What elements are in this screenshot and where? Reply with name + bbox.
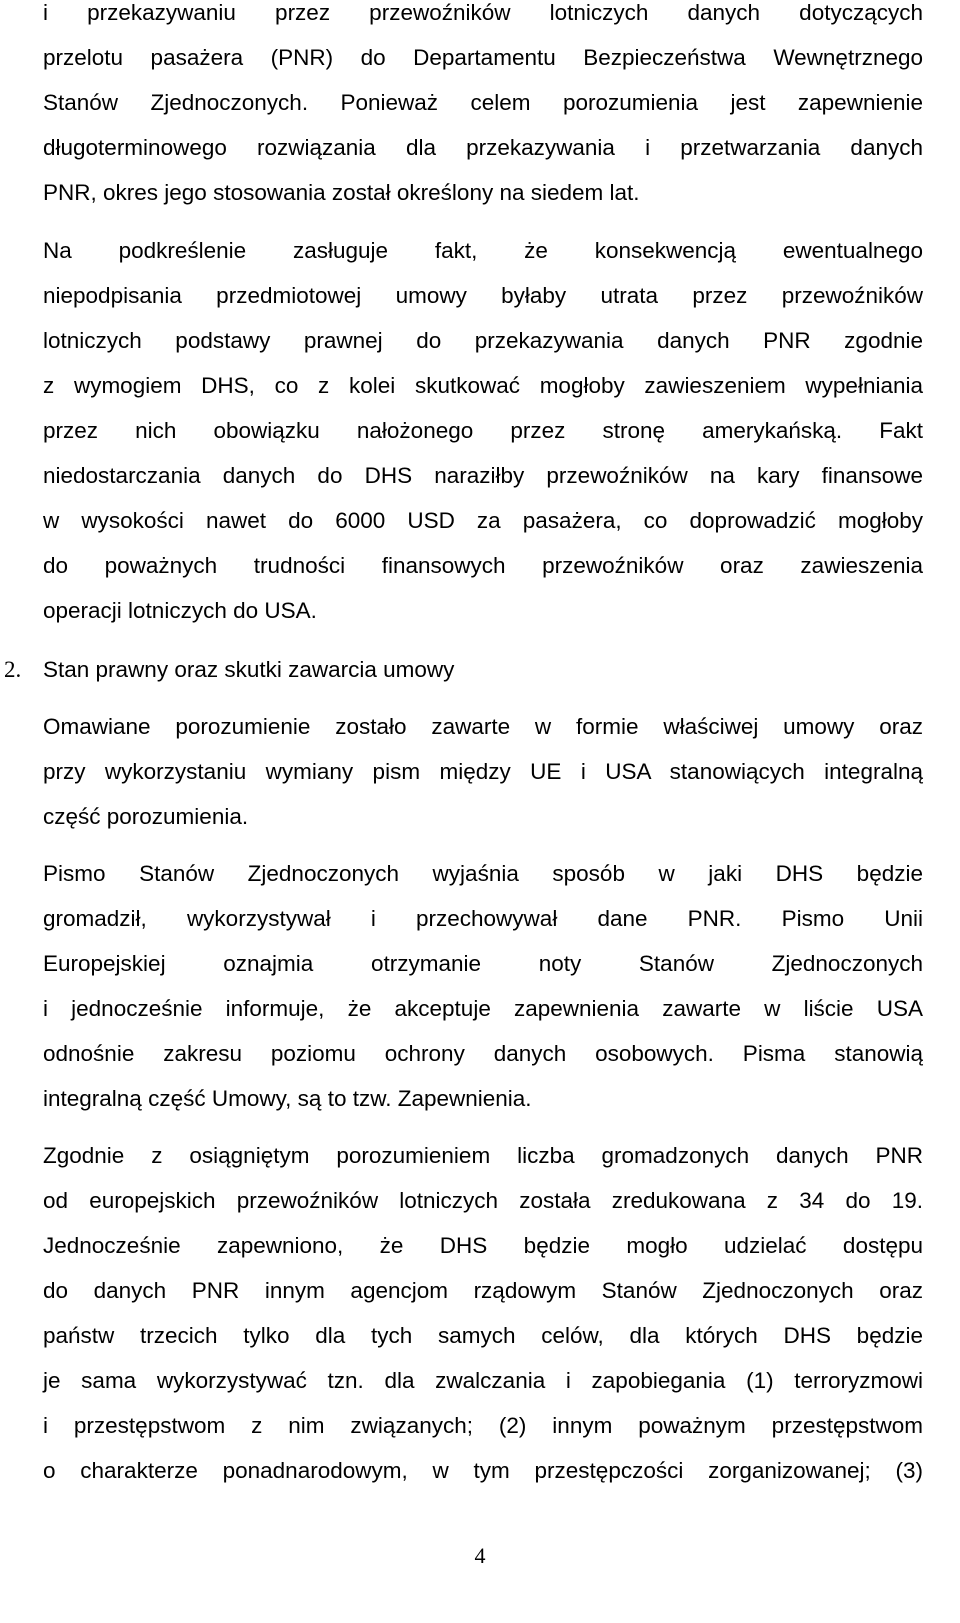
text-line: z wymogiem DHS, co z kolei skutkować mogłoby zawieszeniem wypełniania xyxy=(43,373,923,398)
text-line: część porozumienia. xyxy=(43,804,249,829)
text-line: lotniczych podstawy prawnej do przekazywania danych PNR zgodnie xyxy=(43,328,923,353)
text-line: Europejskiej oznajmia otrzymanie noty Stanów Zjednoczonych xyxy=(43,951,923,976)
text-line: niepodpisania przedmiotowej umowy byłaby utrata przez przewoźników xyxy=(43,283,923,308)
text-line: je sama wykorzystywać tzn. dla zwalczania i zapobiegania (1) terroryzmowi xyxy=(43,1368,923,1393)
text-line: przez nich obowiązku nałożonego przez stronę amerykańską. Fakt xyxy=(43,418,923,443)
section-heading xyxy=(4,647,923,692)
text-line: Zgodnie z osiągniętym porozumieniem liczba gromadzonych danych PNR xyxy=(43,1143,923,1168)
text-line: Stanów Zjednoczonych. Ponieważ celem porozumienia jest zapewnienie xyxy=(43,90,923,115)
text-line: Na podkreślenie zasługuje fakt, że konsekwencją ewentualnego xyxy=(43,238,923,263)
paragraph-consequences xyxy=(43,228,923,633)
text-line: Omawiane porozumienie zostało zawarte w formie właściwej umowy oraz xyxy=(43,714,923,739)
text-line: długoterminowego rozwiązania dla przekazywania i przetwarzania danych xyxy=(43,135,923,160)
paragraph-letters xyxy=(43,851,923,1121)
text-line: o charakterze ponadnarodowym, w tym przestępczości zorganizowanej; (3) xyxy=(43,1458,923,1483)
text-line: Pismo Stanów Zjednoczonych wyjaśnia sposób w jaki DHS będzie xyxy=(43,861,923,886)
text-line: i jednocześnie informuje, że akceptuje zapewnienia zawarte w liście USA xyxy=(43,996,923,1021)
text-line: państw trzecich tylko dla tych samych celów, dla których DHS będzie xyxy=(43,1323,923,1348)
text-line: operacji lotniczych do USA. xyxy=(43,598,317,623)
text-line: odnośnie zakresu poziomu ochrony danych osobowych. Pisma stanowią xyxy=(43,1041,923,1066)
text-line: integralną część Umowy, są to tzw. Zapewnienia. xyxy=(43,1086,532,1111)
paragraph-data-reduction xyxy=(43,1133,923,1493)
paragraph-pnr-transfer xyxy=(43,0,923,215)
text-line: do poważnych trudności finansowych przewoźników oraz zawieszenia xyxy=(43,553,923,578)
page-number: 4 xyxy=(474,1543,486,1568)
text-line: do danych PNR innym agencjom rządowym Stanów Zjednoczonych oraz xyxy=(43,1278,923,1303)
paragraph-agreement-form xyxy=(43,704,923,839)
section-number: 2. xyxy=(4,657,22,682)
text-line: przy wykorzystaniu wymiany pism między UE i USA stanowiących integralną xyxy=(43,759,923,784)
text-line: i przestępstwom z nim związanych; (2) innym poważnym przestępstwom xyxy=(43,1413,923,1438)
section-title: Stan prawny oraz skutki zawarcia umowy xyxy=(43,657,455,682)
document-body xyxy=(4,0,923,1493)
text-line: gromadził, wykorzystywał i przechowywał dane PNR. Pismo Unii xyxy=(43,906,923,931)
text-line: i przekazywaniu przez przewoźników lotniczych danych dotyczących xyxy=(43,0,923,25)
text-line: PNR, okres jego stosowania został określony na siedem lat. xyxy=(43,180,640,205)
text-line: niedostarczania danych do DHS naraziłby przewoźników na kary finansowe xyxy=(43,463,923,488)
text-line: w wysokości nawet do 6000 USD za pasażera, co doprowadzić mogłoby xyxy=(43,508,923,533)
text-line: przelotu pasażera (PNR) do Departamentu Bezpieczeństwa Wewnętrznego xyxy=(43,45,923,70)
text-line: Jednocześnie zapewniono, że DHS będzie mogło udzielać dostępu xyxy=(43,1233,923,1258)
text-line: od europejskich przewoźników lotniczych została zredukowana z 34 do 19. xyxy=(43,1188,923,1213)
